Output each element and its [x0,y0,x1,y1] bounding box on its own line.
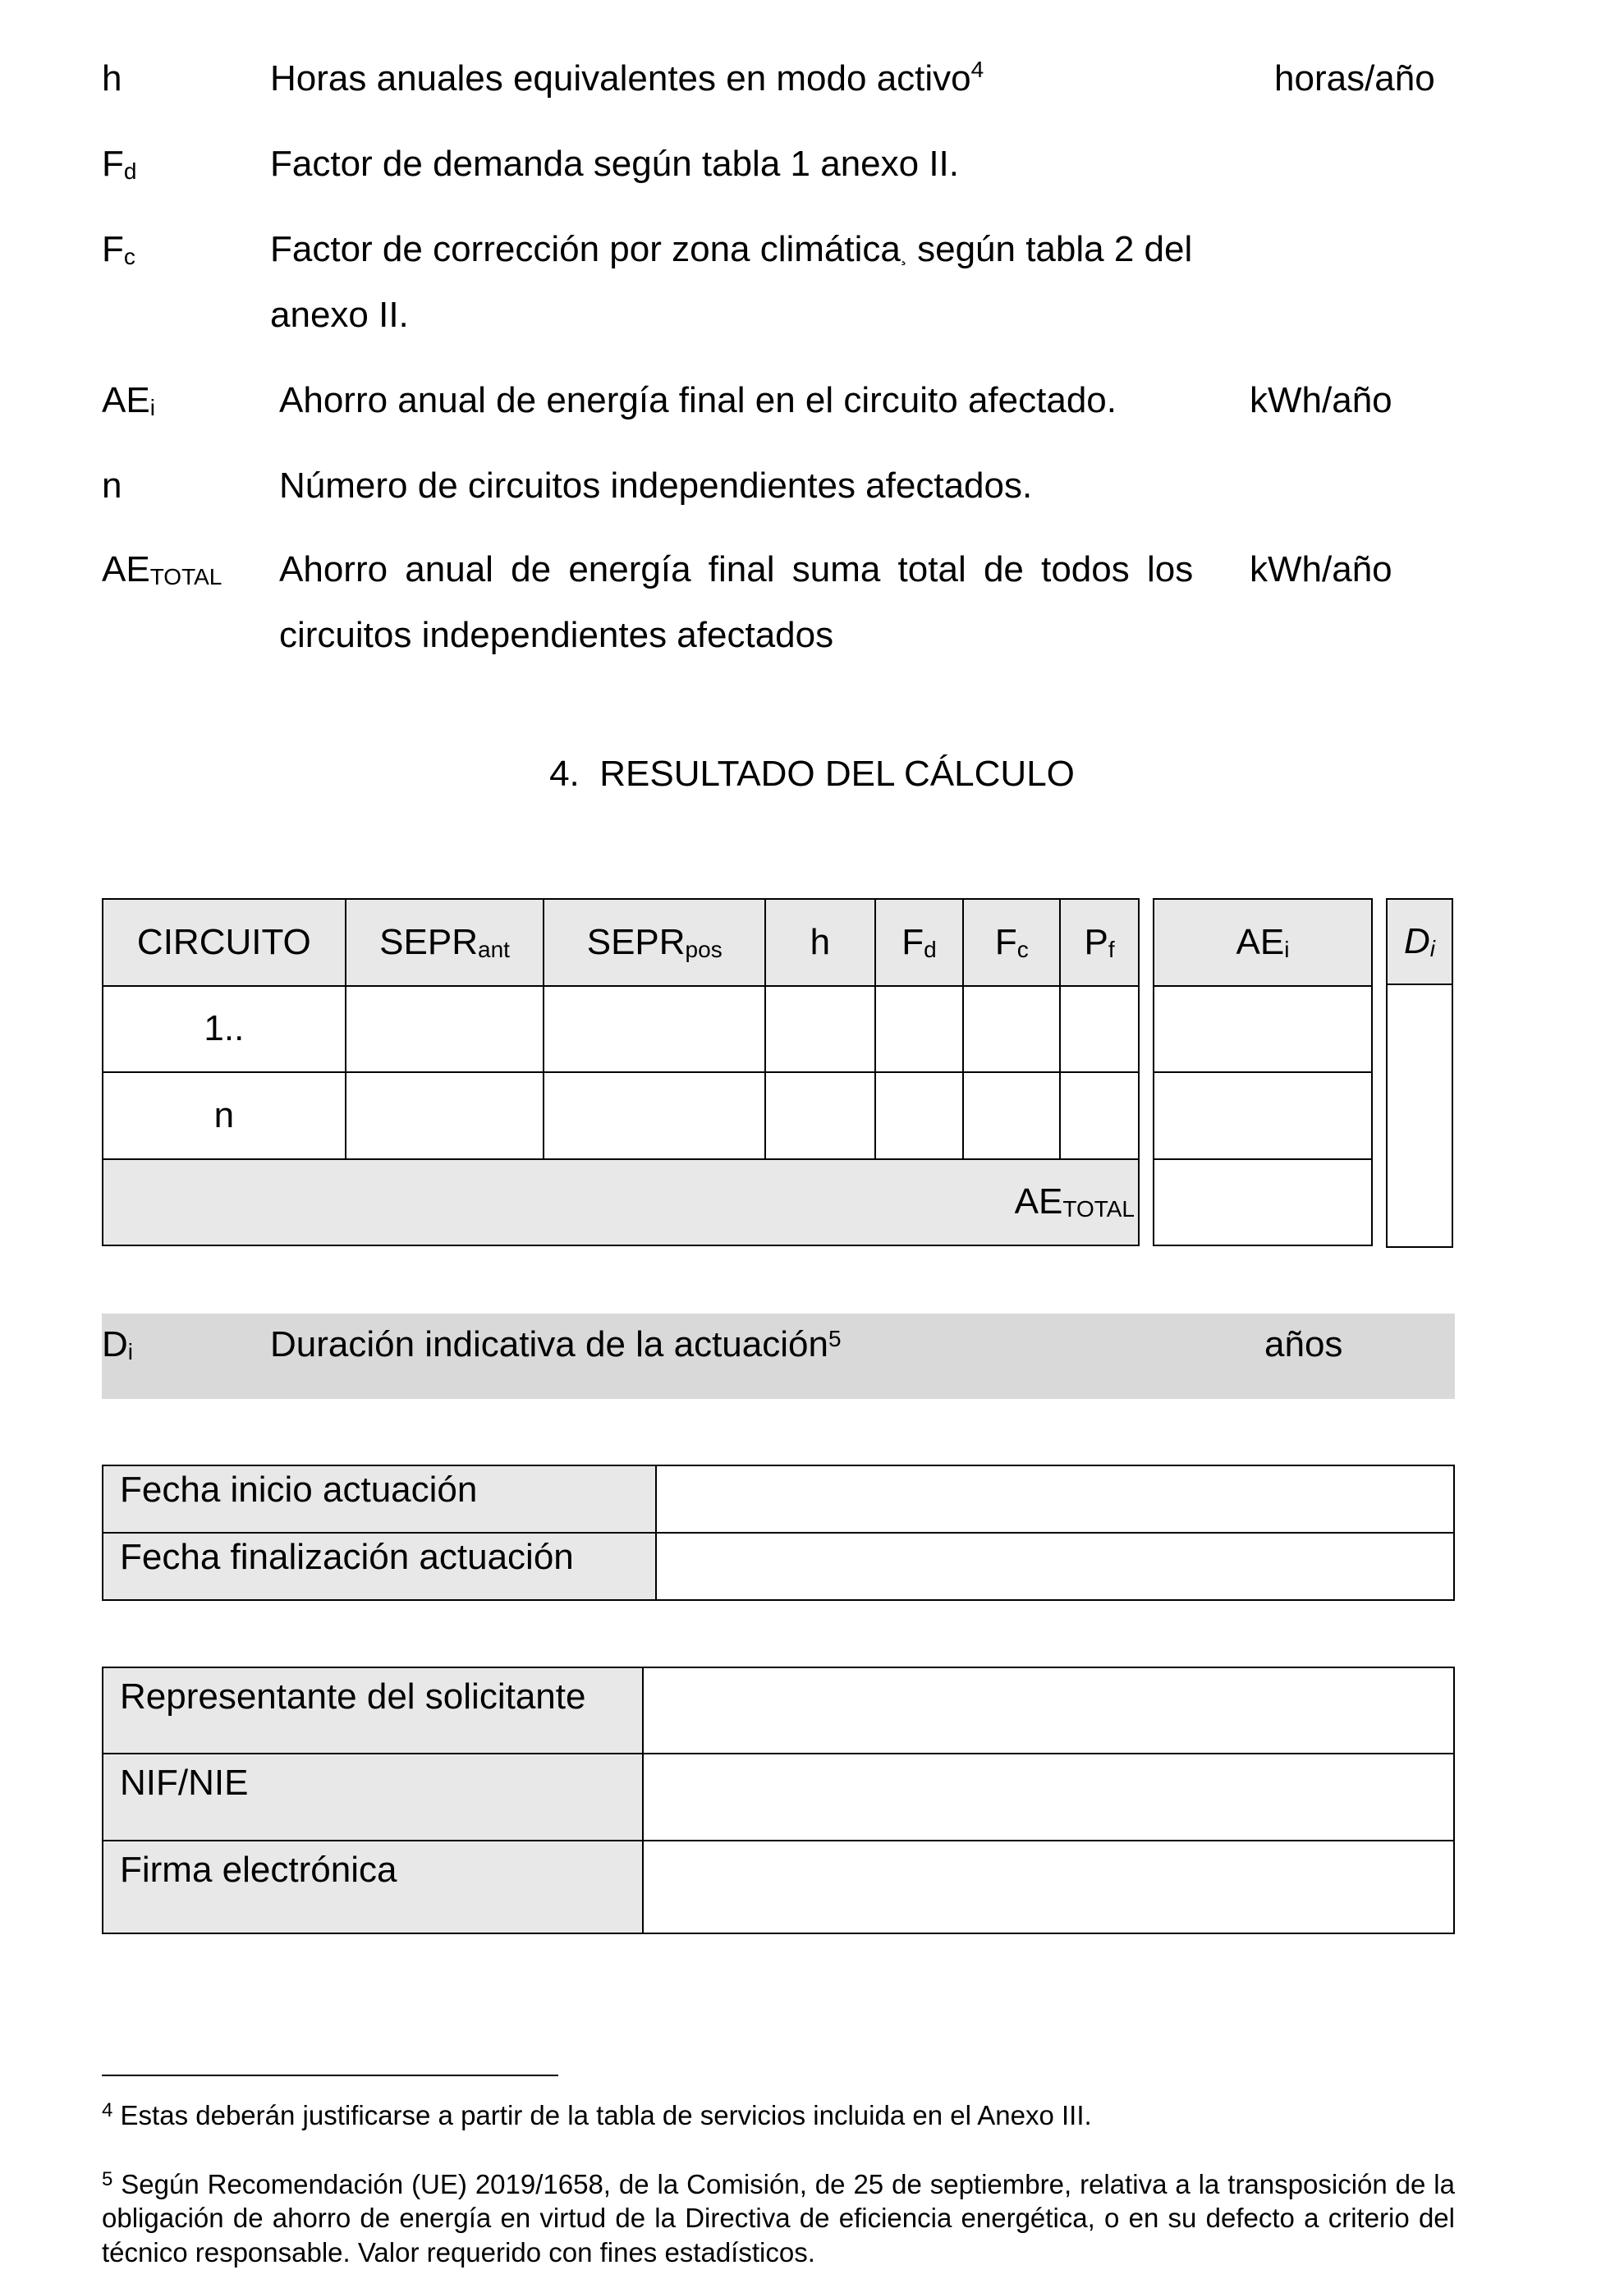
table-row [103,1072,1139,1159]
header-pf: Pf [1060,899,1139,986]
footnote-divider [102,2075,558,2076]
duration-text: Duración indicativa de la actuación$^5$ [270,1324,842,1364]
dates-table [102,1465,1455,1601]
def-aetotal-unit: kWh/año [1250,549,1392,589]
def-aetotal-symbol: AETOTAL [102,549,222,589]
header-h: h [765,899,875,986]
results-table [102,898,1140,1246]
row-label-1: 1.. [103,986,346,1073]
header-aei: AEi [1154,899,1372,986]
signature-field[interactable] [643,1841,1454,1933]
cell-fd-n[interactable] [875,1072,964,1159]
signature-table [102,1667,1455,1934]
aei-column [1153,898,1373,1246]
header-circuito: CIRCUITO [103,899,346,986]
label-signature: Firma electrónica [103,1841,643,1933]
def-fc-text: Factor de corrección por zona climática¸ según tabla 2 del [270,229,1193,269]
di-column [1386,898,1453,1248]
cell-fc-n[interactable] [963,1072,1060,1159]
label-nif: NIF/NIE [103,1754,643,1840]
header-sepr-ant: SEPRant [346,899,544,986]
cell-sepr-pos-1[interactable] [544,986,765,1073]
header-fd: Fd [875,899,964,986]
cell-pf-1[interactable] [1060,986,1139,1073]
def-fd-text: Factor de demanda según tabla 1 anexo II. [270,144,960,184]
cell-aei-1[interactable] [1154,986,1372,1073]
def-fc-symbol: Fc [102,229,135,269]
start-date-field[interactable] [656,1465,1454,1533]
table-row [103,986,1139,1073]
def-fd-symbol: Fd [102,144,137,184]
nif-field[interactable] [643,1754,1454,1840]
cell-sepr-pos-n[interactable] [544,1072,765,1159]
representative-field[interactable] [643,1667,1454,1754]
def-aei-symbol: AEi [102,380,155,420]
cell-sepr-ant-n[interactable] [346,1072,544,1159]
cell-fd-1[interactable] [875,986,964,1073]
total-label: AETOTAL [103,1159,1139,1246]
cell-sepr-ant-1[interactable] [346,986,544,1073]
footnote-ref-5: 5 [828,1326,842,1351]
cell-pf-n[interactable] [1060,1072,1139,1159]
header-sepr-pos: SEPRpos [544,899,765,986]
cell-aei-n[interactable] [1154,1072,1372,1159]
header-di: Di [1387,899,1452,984]
cell-di[interactable] [1387,984,1452,1247]
def-fc-text-cont: anexo II. [270,295,409,335]
def-aei-text: Ahorro anual de energía final en el circuito afectado. [279,380,1117,420]
header-fc: Fc [963,899,1060,986]
duration-unit: años [1264,1324,1343,1364]
footnote-5: $^5$ Según Recomendación (UE) 2019/1658, de la Comisión, de 25 de septiembre, relativa a la transposición de la obligación de ahorro de energía en virtud de la Directiva de eficiencia energética, o en su defecto a criterio del técnico responsable. Valor requerido con fines estadísticos. [102,2168,1455,2268]
label-representative: Representante del solicitante [103,1667,643,1754]
def-n-text: Número de circuitos independientes afectados. [279,465,1033,506]
end-date-field[interactable] [656,1533,1454,1600]
def-aetotal-text-cont: circuitos independientes afectados [279,615,834,655]
row-label-n: n [103,1072,346,1159]
section-title: 4. RESULTADO DEL CÁLCULO [549,754,1075,794]
cell-h-n[interactable] [765,1072,875,1159]
def-h-text: Horas anuales equivalentes en modo activo$^4$ [270,57,984,99]
label-start-date: Fecha inicio actuación [103,1465,656,1533]
footnote-ref-4: 4 [970,57,984,82]
def-n-symbol: n [102,465,122,506]
label-end-date: Fecha finalización actuación [103,1533,656,1600]
duration-symbol: Di [102,1324,134,1364]
cell-fc-1[interactable] [963,986,1060,1073]
footnote-4: $^4$ Estas deberán justificarse a partir de la tabla de servicios incluida en el Anexo III. [102,2099,1092,2130]
def-aetotal-text: Ahorro anual de energía final suma total de todos los [279,549,1194,589]
def-h-symbol: h [102,58,122,99]
cell-h-1[interactable] [765,986,875,1073]
def-h-unit: horas/año [1274,58,1435,99]
cell-aetotal[interactable] [1154,1159,1372,1246]
def-aei-unit: kWh/año [1250,380,1392,420]
